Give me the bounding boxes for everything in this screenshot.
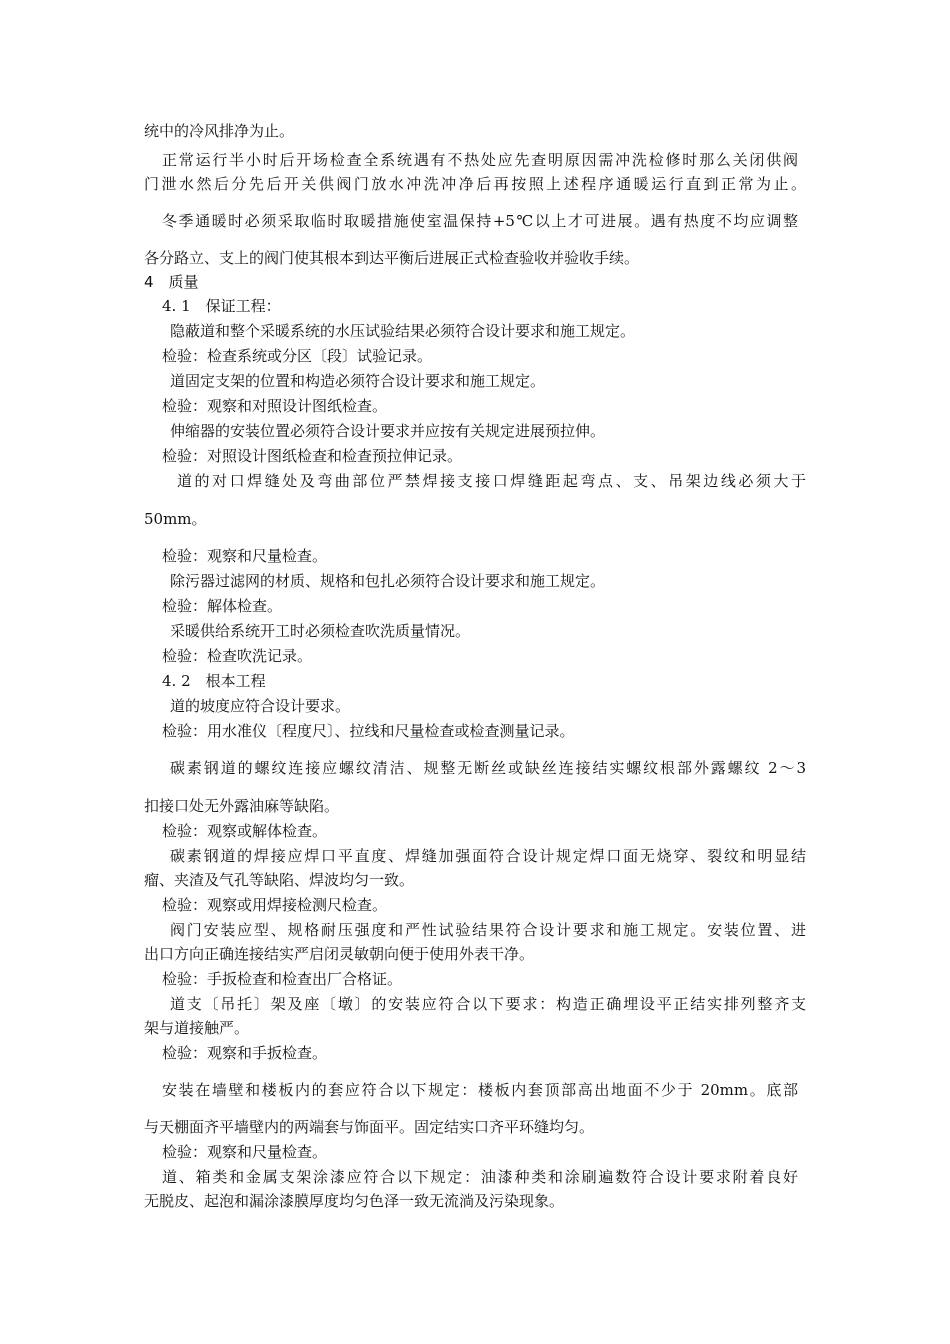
text-line: 检验：用水准仪〔程度尺〕、拉线和尺量检查或检查测量记录。	[162, 722, 575, 740]
text-line: 50mm。	[144, 510, 207, 528]
text-line: 扣接口处无外露油麻等缺陷。	[144, 797, 340, 815]
text-line: 检验：观察或用焊接检测尺检查。	[162, 896, 388, 914]
text-line: 冬季通暖时必须采取临时取暖措施使室温保持+5℃以上才可进展。遇有热度不均应调整	[162, 212, 798, 230]
text-line: 正常运行半小时后开场检查全系统遇有不热处应先查明原因需冲洗检修时那么关闭供阀	[162, 151, 798, 169]
text-line: 安装在墙壁和楼板内的套应符合以下规定：楼板内套顶部高出地面不少于 20mm。底部	[162, 1081, 798, 1099]
text-line: 检验：观察和尺量检查。	[162, 1143, 328, 1161]
text-line: 检验：观察或解体检查。	[162, 822, 328, 840]
text-line: 检验：对照设计图纸检查和检查预拉伸记录。	[162, 447, 463, 465]
text-line: 门泄水然后分先后开关供阀门放水冲洗冲净后再按照上述程序通暖运行直到正常为止。	[144, 175, 806, 193]
text-line: 出口方向正确连接结实严启闭灵敏朝向便于使用外表干净。	[144, 945, 535, 963]
subsection-heading: 4. 1 保证工程：	[162, 297, 281, 315]
text-line: 各分路立、支上的阀门使其根本到达平衡后进展正式检查验收并验收手续。	[144, 249, 640, 267]
text-line: 阀门安装应型、规格耐压强度和严性试验结果符合设计要求和施工规定。安装位置、进	[170, 921, 806, 939]
text-line: 道的对口焊缝处及弯曲部位严禁焊接支接口焊缝距起弯点、支、吊架边线必须大于	[177, 472, 806, 490]
text-line: 检验：检查吹洗记录。	[162, 647, 313, 665]
text-line: 采暖供给系统开工时必须检查吹洗质量情况。	[170, 622, 471, 640]
text-line: 伸缩器的安装位置必须符合设计要求并应按有关规定进展预拉伸。	[170, 422, 606, 440]
text-line: 瘤、夹渣及气孔等缺陷、焊波均匀一致。	[144, 871, 415, 889]
text-line: 除污器过滤网的材质、规格和包扎必须符合设计要求和施工规定。	[170, 572, 606, 590]
text-line: 隐蔽道和整个采暖系统的水压试验结果必须符合设计要求和施工规定。	[170, 322, 636, 340]
text-line: 碳素钢道的焊接应焊口平直度、焊缝加强面符合设计规定焊口面无烧穿、裂纹和明显结	[170, 847, 806, 865]
text-line: 道的坡度应符合设计要求。	[170, 697, 351, 715]
text-line: 道、箱类和金属支架涂漆应符合以下规定：油漆种类和涂刷遍数符合设计要求附着良好	[162, 1168, 798, 1186]
text-line: 检验：观察和尺量检查。	[162, 547, 328, 565]
text-line: 检验：手扳检查和检查出厂合格证。	[162, 970, 403, 988]
text-line: 检验：检查系统或分区〔段〕试验记录。	[162, 347, 433, 365]
text-line: 碳素钢道的螺纹连接应螺纹清洁、规整无断丝或缺丝连接结实螺纹根部外露螺纹 2～3	[170, 759, 806, 777]
text-line: 架与道接触严。	[144, 1019, 250, 1037]
text-line: 统中的冷风排净为止。	[144, 122, 295, 140]
text-line: 检验：观察和手扳检查。	[162, 1044, 328, 1062]
subsection-heading: 4. 2 根本工程	[162, 672, 266, 690]
text-line: 道支〔吊托〕架及座〔墩〕的安装应符合以下要求：构造正确埋设平正结实排列整齐支	[170, 995, 806, 1013]
text-line: 检验：解体检查。	[162, 597, 283, 615]
section-heading: 4 质量	[144, 273, 199, 291]
text-line: 无脱皮、起泡和漏涂漆膜厚度均匀色泽一致无流淌及污染现象。	[144, 1192, 565, 1210]
text-line: 道固定支架的位置和构造必须符合设计要求和施工规定。	[170, 372, 546, 390]
text-line: 检验：观察和对照设计图纸检查。	[162, 397, 388, 415]
text-line: 与天棚面齐平墙壁内的两端套与饰面平。固定结实口齐平环缝均匀。	[144, 1118, 595, 1136]
